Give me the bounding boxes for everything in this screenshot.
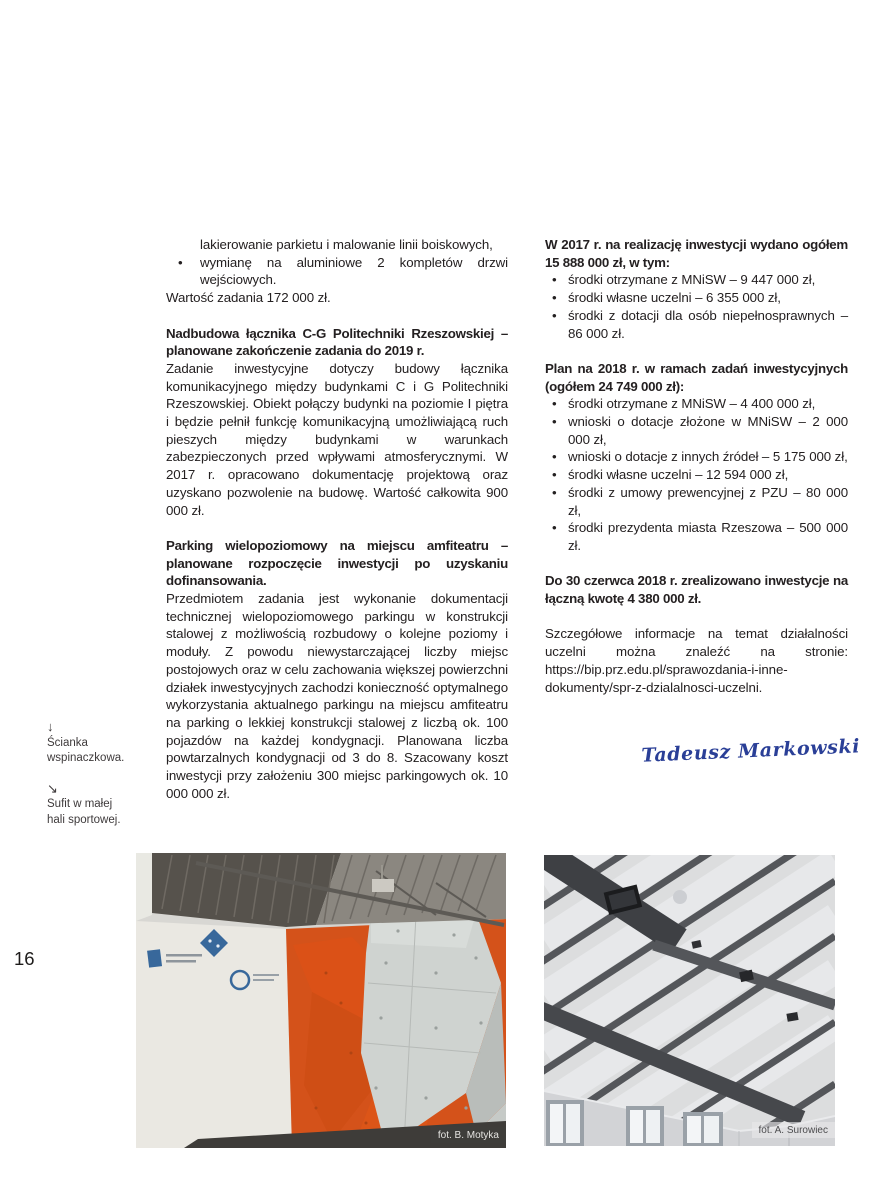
margin-note [47, 781, 151, 829]
bullet-marker: • [552, 272, 557, 288]
paragraph: Wartość zadania 172 000 zł. [166, 290, 331, 306]
bullet-item [545, 413, 848, 448]
bullet-text: wnioski o dotacje z innych źródeł – 5 175 000 zł, [568, 449, 848, 465]
down-right-arrow-icon: ↘ [47, 780, 58, 796]
down-arrow-icon: ↓ [47, 719, 54, 734]
paragraph-gap [545, 608, 848, 626]
section-heading: Do 30 czerwca 2018 r. zrealizowano inwestycje na łączną kwotę 4 380 000 zł. [545, 573, 848, 607]
margin-note [47, 719, 151, 767]
bullet-text: wymianę na aluminiowe 2 kompletów drzwi wejściowych. [200, 254, 508, 288]
bullet-item [545, 484, 848, 519]
climbing-wall-illustration [136, 853, 506, 1148]
text-column-left [166, 236, 508, 802]
bullet-text: środki własne uczelni – 6 355 000 zł, [568, 290, 781, 306]
ceiling-detector [673, 890, 687, 904]
bullet-marker: • [552, 467, 557, 483]
bullet-item [545, 448, 848, 466]
bullet-text: środki otrzymane z MNiSW – 4 400 000 zł, [568, 396, 816, 412]
paragraph-gap [545, 555, 848, 573]
photo-credit-left: fot. B. Motyka [431, 1127, 506, 1143]
paragraph: Szczegółowe informacje na temat działalności uczelni można znaleźć na stronie: https://bip.prz.edu.pl/sprawozdania-i-inne-dokumenty/spr-z-dzialalnosci-uczelni. [545, 626, 848, 695]
section-heading: Plan na 2018 r. w ramach zadań inwestycyjnych (ogółem 24 749 000 zł): [545, 360, 848, 394]
page-number: 16 [14, 948, 35, 969]
bullet-text: lakierowanie parkietu i malowanie linii boiskowych, [200, 237, 493, 252]
paragraph-gap [545, 342, 848, 360]
paragraph: Zadanie inwestycyjne dotyczy budowy łącznika komunikacyjnego między budynkami C i G Politechniki Rzeszowskiej. Obiekt połączy budynki na poziomie I piętra i będzie pełnił funkcję komunikacyjną umożliwiającą ruch pieszych między budynkami w warunkach zabezpieczonych przed wpływami atmosferycznymi. W 2017 r. opracowano dokumentację projektową oraz uzyskano pozwolenie na budowę. Wartość całkowita 900 000 zł. [166, 360, 508, 518]
bullet-text: środki prezydenta miasta Rzeszowa – 500 000 zł. [568, 520, 848, 553]
margin-note-line: hali sportowej. [47, 813, 121, 826]
bullet-item [545, 466, 848, 484]
bullet-marker: • [552, 484, 557, 500]
section-heading: W 2017 r. na realizację inwestycji wydano ogółem 15 888 000 zł, w tym: [545, 237, 848, 270]
bullet-item [545, 289, 848, 307]
bullet-item [545, 271, 848, 289]
bullet-text: wnioski o dotacje złożone w MNiSW – 2 000 000 zł, [568, 414, 848, 447]
bullet-item [545, 307, 848, 342]
bullet-marker: • [552, 396, 557, 412]
rector-signature: Tadeusz Markowski [640, 735, 861, 767]
bullet-text: środki własne uczelni – 12 594 000 zł, [568, 467, 789, 483]
photo-sports-hall-ceiling [544, 855, 835, 1146]
text-column-right [545, 236, 848, 696]
bullet-marker: • [552, 307, 557, 323]
hall-ceiling-illustration [544, 855, 835, 1146]
photo-climbing-wall [136, 853, 506, 1148]
paragraph-gap [166, 519, 508, 537]
bullet-item-continued [166, 236, 508, 254]
paragraph: Przedmiotem zadania jest wykonanie dokumentacji technicznej wielopoziomowego parkingu w konstrukcji stalowej z możliwością rozbudowy o kolejne poziomy i moduły. Z powodu niewystarczającej liczby miejsc postojowych oraz w celu zachowania większej powierzchni działek inwestycyjnych zachodzi konieczność optymalnego wykorzystania aktualnego parkingu na miejscu amfiteatru na parking o lekkiej konstrukcji stalowej z liczbą ok. 100 pojazdów na każdej kondygnacji. Planowana liczba powtarzalnych kondygnacji od 3 do 8. Szacowany koszt inwestycji przy założeniu 300 miejsc parkingowych ok. 10 000 000 zł. [166, 591, 508, 801]
section-heading: Parking wielopoziomowy na miejscu amfiteatru – planowane rozpoczęcie inwestycji po uzyskaniu dofinansowania. [166, 537, 508, 589]
margin-photo-labels [47, 719, 151, 842]
margin-note-line: Sufit w małej [47, 798, 113, 810]
margin-note-line: Ścianka [47, 736, 88, 749]
margin-note-line: wspinaczkowa. [47, 752, 125, 764]
photo-credit-right: fot. A. Surowiec [752, 1122, 835, 1138]
bullet-marker: • [552, 414, 557, 430]
paragraph-gap [166, 307, 508, 325]
bullet-item [545, 395, 848, 413]
bullet-marker: • [552, 520, 557, 536]
bullet-text: środki z dotacji dla osób niepełnosprawnych – 86 000 zł. [568, 307, 848, 341]
bullet-marker: • [552, 290, 557, 306]
bullet-text: środki z umowy prewencyjnej z PZU – 80 000 zł, [568, 484, 848, 518]
bullet-text: środki otrzymane z MNiSW – 9 447 000 zł, [568, 272, 816, 288]
bullet-item [545, 519, 848, 554]
bullet-marker: • [552, 449, 557, 465]
section-heading: Nadbudowa łącznika C-G Politechniki Rzeszowskiej – planowane zakończenie zadania do 2019 r. [166, 325, 508, 359]
bullet-item [166, 254, 508, 289]
bullet-marker: • [178, 254, 183, 270]
